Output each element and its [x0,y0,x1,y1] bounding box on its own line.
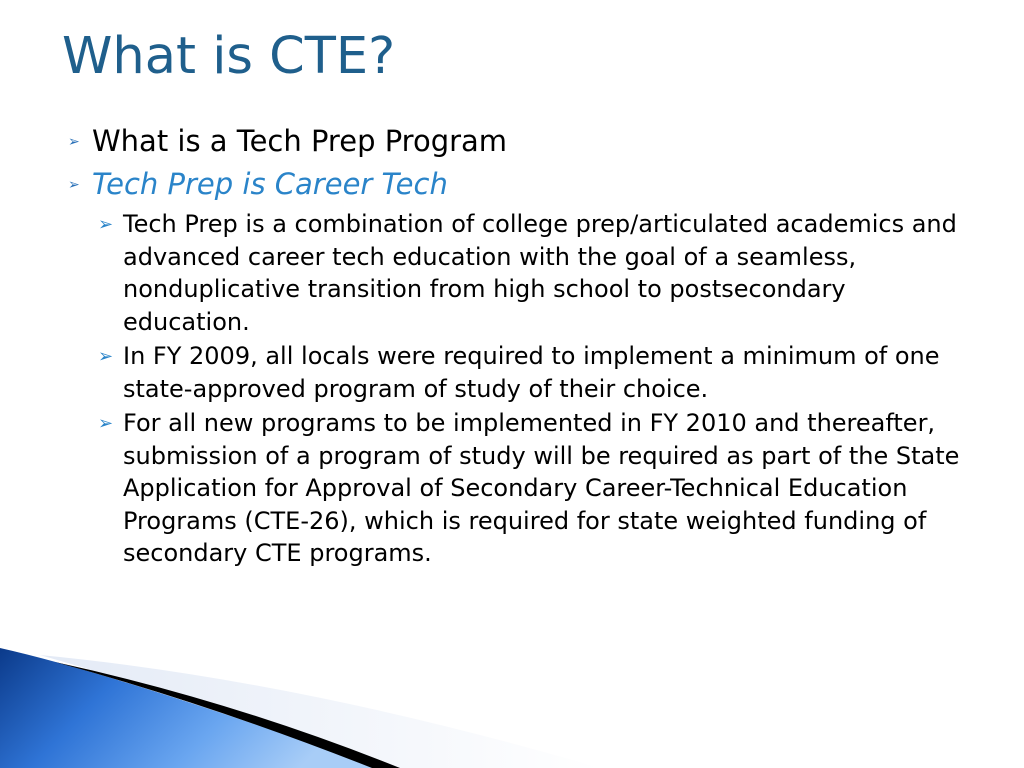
bullet-item [68,120,968,163]
slide-title: What is CTE? [62,27,396,86]
arrow-bullet-icon: ➢ [98,214,114,235]
arrow-bullet-icon: ➢ [68,134,80,150]
arrow-bullet-icon: ➢ [68,177,80,193]
sub-bullet-item [68,208,968,338]
sub-bullet-text: For all new programs to be implemented in FY 2010 and thereafter, submission of a program of study will be required as part of the State Application for Approval of Secondary Career-Technical Education Programs (CTE-26), which is required for state weighted funding of secondary CTE programs. [123,409,960,567]
sub-bullet-text: In FY 2009, all locals were required to implement a minimum of one state-approved program of study of their choice. [123,342,940,403]
bullet-item [68,163,968,206]
sub-bullet-list [68,208,968,570]
arrow-bullet-icon: ➢ [98,346,114,367]
sub-bullet-text: Tech Prep is a combination of college prep/articulated academics and advanced career tech education with the goal of a seamless, nonduplicative transition from high school to postsecondary education. [123,210,957,336]
bullet-list [68,120,968,570]
bullet-text: Tech Prep is Career Tech [92,167,448,201]
sub-bullet-item [68,340,968,405]
bullet-text: What is a Tech Prep Program [92,124,508,158]
sub-bullet-item [68,407,968,570]
arrow-bullet-icon: ➢ [98,413,114,434]
